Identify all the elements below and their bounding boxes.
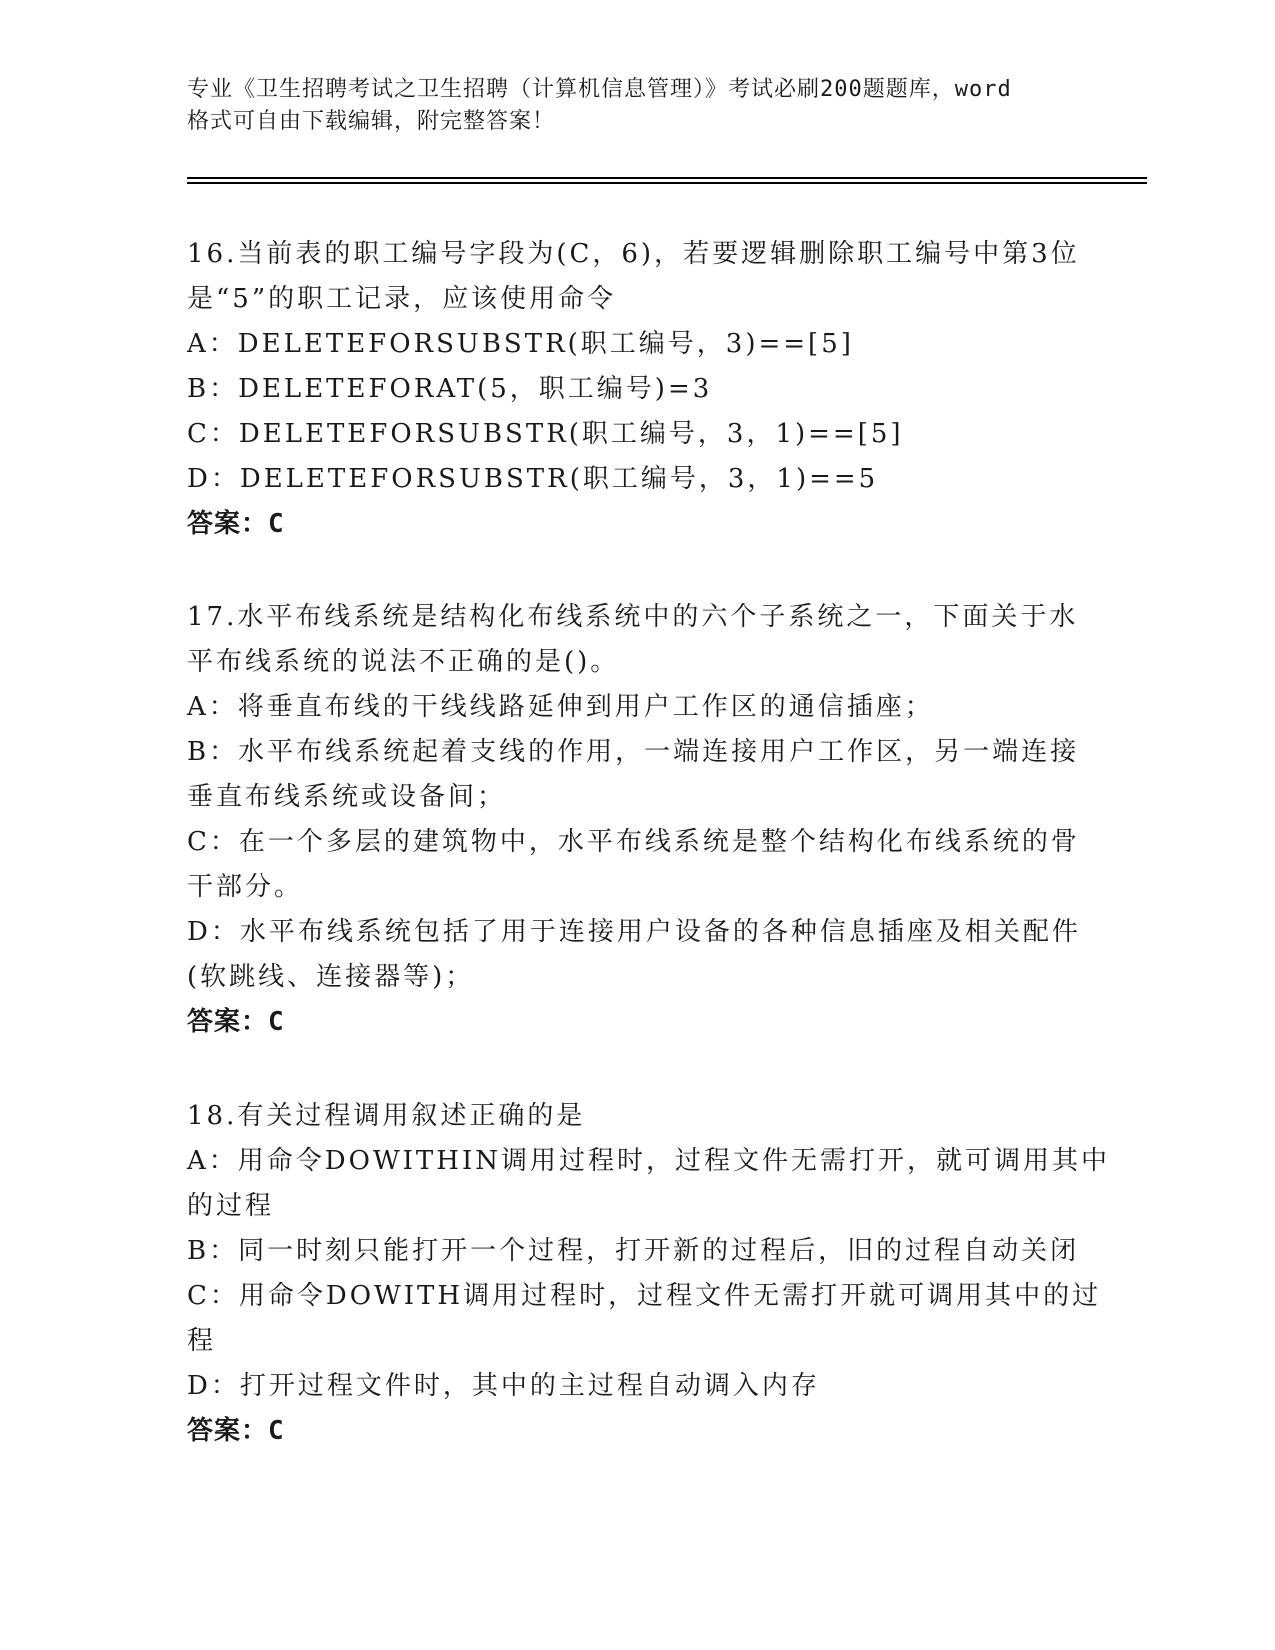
- header-line-1: 专业《卫生招聘考试之卫生招聘（计算机信息管理）》考试必刷200题题库，word: [187, 77, 1012, 102]
- option-b-continued: 垂直布线系统或设备间；: [187, 782, 507, 812]
- option-c: C：DELETEFORSUBSTR(职工编号，3，1)==[5]: [187, 419, 904, 449]
- option-d-continued: (软跳线、连接器等)；: [187, 962, 475, 992]
- header-divider-bottom: [187, 182, 1147, 184]
- option-c-continued: 程: [187, 1326, 217, 1356]
- question-17: [187, 595, 1087, 1045]
- option-d: D：打开过程文件时，其中的主过程自动调入内存: [187, 1371, 820, 1401]
- option-a: A：DELETEFORSUBSTR(职工编号，3)==[5]: [187, 329, 854, 359]
- option-a-continued: 的过程: [187, 1191, 275, 1221]
- question-stem-line: 平布线系统的说法不正确的是()。: [187, 647, 620, 677]
- question-stem-line: 是“5”的职工记录，应该使用命令: [187, 284, 617, 314]
- option-c: C：在一个多层的建筑物中，水平布线系统是整个结构化布线系统的骨: [187, 827, 1080, 857]
- question-16: [187, 232, 1087, 547]
- option-c: C：用命令DOWITH调用过程时，过程文件无需打开就可调用其中的过: [187, 1281, 1102, 1311]
- option-d: D：水平布线系统包括了用于连接用户设备的各种信息插座及相关配件: [187, 917, 1081, 947]
- question-stem-line: 18.有关过程调用叙述正确的是: [187, 1101, 586, 1131]
- document-header: [187, 74, 1087, 138]
- header-divider-top: [187, 177, 1147, 179]
- option-b: B：DELETEFORAT(5，职工编号)=3: [187, 374, 713, 404]
- header-line-2: 格式可自由下载编辑，附完整答案！: [187, 109, 556, 134]
- option-c-continued: 干部分。: [187, 872, 304, 902]
- answer-label: 答案：C: [187, 1416, 285, 1446]
- option-b: B：水平布线系统起着支线的作用，一端连接用户工作区，另一端连接: [187, 737, 1080, 767]
- option-a: A：将垂直布线的干线线路延伸到用户工作区的通信插座；: [187, 692, 934, 722]
- option-b: B：同一时刻只能打开一个过程，打开新的过程后，旧的过程自动关闭: [187, 1236, 1080, 1266]
- question-18: [187, 1094, 1110, 1454]
- option-a: A：用命令DOWITHIN调用过程时，过程文件无需打开，就可调用其中: [187, 1146, 1110, 1176]
- question-stem-line: 16.当前表的职工编号字段为(C，6)，若要逻辑删除职工编号中第3位: [187, 239, 1080, 269]
- option-d: D：DELETEFORSUBSTR(职工编号，3，1)==5: [187, 464, 879, 494]
- answer-label: 答案：C: [187, 509, 285, 539]
- answer-label: 答案：C: [187, 1007, 285, 1037]
- question-stem-line: 17.水平布线系统是结构化布线系统中的六个子系统之一，下面关于水: [187, 602, 1079, 632]
